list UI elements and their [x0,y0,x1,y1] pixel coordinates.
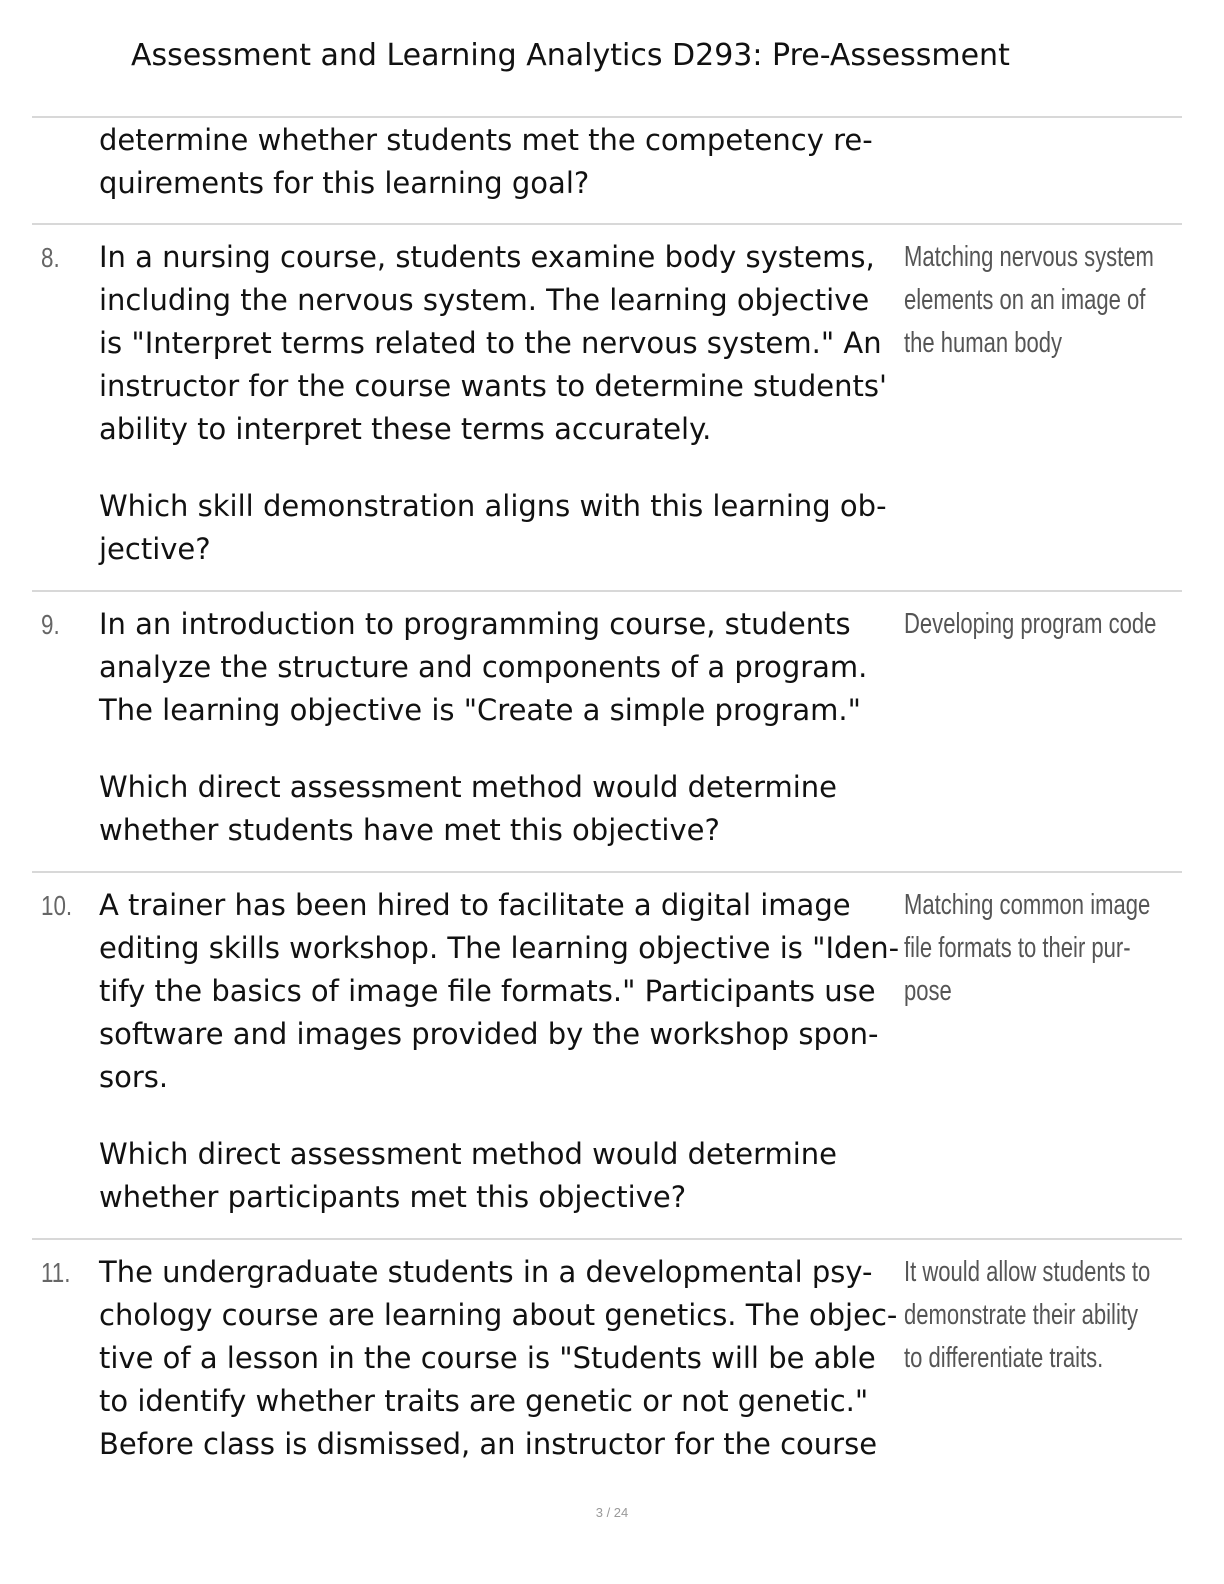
text-line: chology course are learning about genetics. The objec- [99,1298,898,1332]
answer-line: elements on an image of [904,284,1146,316]
divider [32,871,1182,873]
text-line: In a nursing course, students examine body systems, [99,240,875,274]
text-line: tify the basics of image file formats." Participants use [99,974,876,1008]
text-line: editing skills workshop. The learning objective is "Iden- [99,931,900,965]
text-line: The undergraduate students in a developmental psy- [99,1255,873,1289]
answer-line: demonstrate their ability [904,1299,1138,1331]
answer-line: the human body [904,327,1063,359]
answer-line: Matching common image [904,889,1151,921]
question-number: 11. [41,1257,71,1288]
question-continuation [99,119,873,205]
divider [32,223,1182,225]
text-line: In an introduction to programming course, students [99,607,851,641]
text-line: Which skill demonstration aligns with this learning ob- [99,489,887,523]
question-text [99,884,899,1099]
question-text [99,236,887,451]
question-number: 8. [41,242,60,273]
text-line: Which direct assessment method would determine [99,1137,838,1171]
answer-text [904,884,1150,1013]
question-prompt [99,766,837,852]
text-line: sors. [99,1060,169,1094]
question-number: 9. [41,609,60,640]
answer-line: pose [904,975,952,1007]
question-prompt [99,485,887,571]
text-line: determine whether students met the competency re- [99,123,873,157]
text-line: whether participants met this objective? [99,1180,687,1214]
text-line: software and images provided by the workshop spon- [99,1017,879,1051]
text-line: ability to interpret these terms accurately. [99,412,712,446]
answer-line: Matching nervous system [904,241,1154,273]
answer-text [904,236,1154,365]
answer-text [904,1251,1150,1380]
answer-line: It would allow students to [904,1256,1151,1288]
text-line: A trainer has been hired to facilitate a digital image [99,888,851,922]
text-line: The learning objective is "Create a simple program." [99,693,861,727]
question-text [99,603,867,732]
text-line: analyze the structure and components of a program. [99,650,868,684]
text-line: is "Interpret terms related to the nervous system." An [99,326,882,360]
text-line: to identify whether traits are genetic or not genetic." [99,1384,869,1418]
answer-line: file formats to their pur- [904,932,1131,964]
answer-line: Developing program code [904,608,1157,640]
text-line: instructor for the course wants to determine students' [99,369,887,403]
question-text [99,1251,897,1466]
text-line: including the nervous system. The learning objective [99,283,870,317]
text-line: jective? [99,532,211,566]
text-line: quirements for this learning goal? [99,166,590,200]
text-line: Which direct assessment method would determine [99,770,838,804]
page-title: Assessment and Learning Analytics D293: Pre-Assessment [131,38,1010,73]
text-line: tive of a lesson in the course is "Students will be able [99,1341,876,1375]
answer-text [904,603,1156,646]
question-number: 10. [41,890,73,921]
question-prompt [99,1133,837,1219]
text-line: Before class is dismissed, an instructor for the course [99,1427,878,1461]
answer-line: to differentiate traits. [904,1342,1104,1374]
divider [32,1238,1182,1240]
page-number: 3 / 24 [595,1505,629,1520]
divider [32,590,1182,592]
divider [32,116,1182,118]
text-line: whether students have met this objective? [99,813,720,847]
